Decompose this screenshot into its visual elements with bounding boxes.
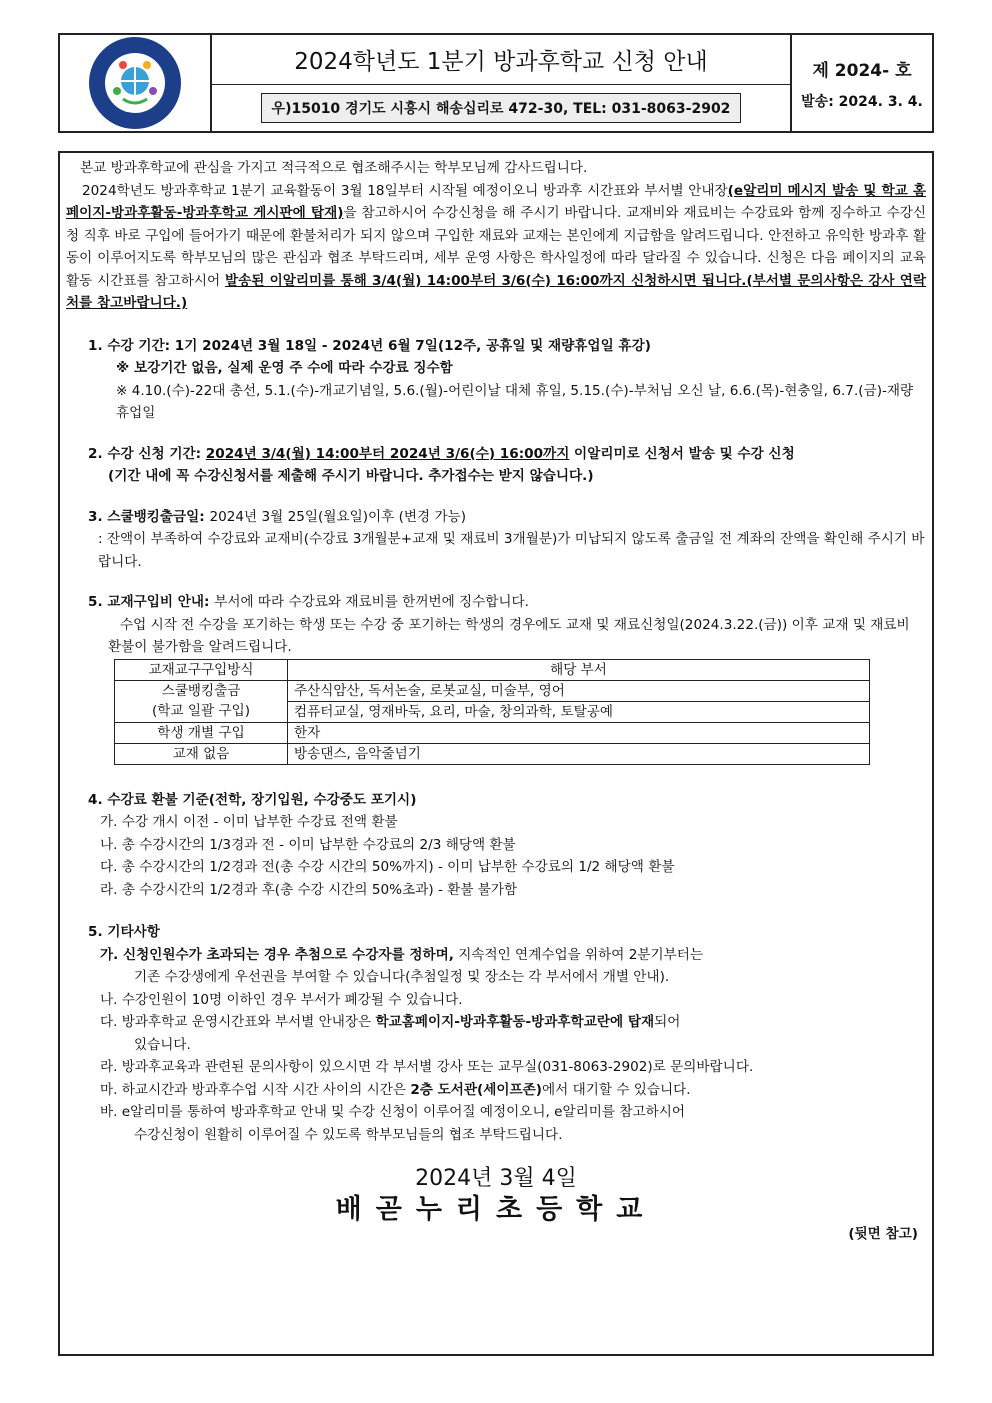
logo-cell (60, 35, 212, 131)
section-3: 3. 스쿨뱅킹출금일: 2024년 3월 25일(월요일)이후 (변경 가능) : 잔액이 부족하여 수강료와 교재비(수강료 3개월분+교재 및 재료비 3개월분)가 미납되지 않도록 출금일 전 계좌의 잔액을 확인해 주시기 바랍니다. (88, 508, 925, 570)
issue-date: 발송: 2024. 3. 4. (801, 93, 923, 110)
page-title: 2024학년도 1분기 방과후학교 신청 안내 (212, 35, 790, 85)
table-row: 교재 없음 방송댄스, 음악줄넘기 (115, 743, 870, 764)
school-name: 배곧누리초등학교 (335, 1193, 657, 1225)
school-address: 우)15010 경기도 시흥시 해송십리로 472-30, TEL: 031-8063-2902 (261, 93, 742, 123)
materials-table (114, 659, 870, 765)
section-1: 1. 수강 기간: 1기 2024년 3월 18일 - 2024년 6월 7일(12주, 공휴일 및 재량휴업일 휴강) ※ 보강기간 없음, 실제 운영 주 수에 따라 수강료 징수함 ※ 4.10.(수)-22대 총선, 5.1.(수)-개교기념일, 5.6.(월)-어린이날 대체 휴일, 5.15.(수)-부처님 오신 날, 6.6.(목)-현충일, 6.7.(금)-재량휴업일 (88, 337, 914, 421)
document-number: 제 2024- 호 (812, 60, 912, 81)
section-5-misc: 5. 기타사항 가. 신청인원수가 초과되는 경우 추첨으로 수강자를 정하며, 지속적인 연계수업을 위하여 2분기부터는 기존 수강생에게 우선권을 부여할 수 있습니다(추첨일정 및 장소는 각 부서에서 개별 안내). 나. 수강인원이 10명 이하인 경우 부서가 폐강될 수 있습니다. 다. 방과후학교 운영시간표와 부서별 안내장은 학교홈페이지-방과후활동-방과후학교란에 탑재되어 있습니다. 라. 방과후교육과 관련된 문의사항이 있으시면 각 부서별 강사 또는 교무실(031-8063-2902)로 문의바랍니다. 마. 하교시간과 방과후수업 시작 시간 사이의 시간은 2층 도서관(세이프존)에서 대기할 수 있습니다. 바. e알리미를 통하여 방과후학교 안내 및 수강 신청이 이루어질 예정이오니, e알리미를 참고하시어 수강신청이 원활히 이루어질 수 있도록 학부모님들의 협조 부탁드립니다. (88, 924, 754, 1143)
title-cell (212, 35, 792, 131)
school-logo-icon (87, 35, 183, 131)
section-5-materials: 5. 교재구입비 안내: 부서에 따라 수강료와 재료비를 한꺼번에 징수합니다. 수업 시작 전 수강을 포기하는 학생 또는 수강 중 포기하는 학생의 경우에도 교재 및 재료신청일(2024.3.22.(금)) 이후 교재 및 재료비 환불이 불가함을 알려드립니다. (88, 594, 910, 655)
intro-line: 본교 방과후학교에 관심을 가지고 적극적으로 협조해주시는 학부모님께 감사드립니다. (80, 160, 588, 176)
table-row: 학생 개별 구입 한자 (115, 722, 870, 743)
section-2: 2. 수강 신청 기간: 2024년 3/4(월) 14:00부터 2024년 3/6(수) 16:00까지 이알리미로 신청서 발송 및 수강 신청 (기간 내에 꼭 수강신청서를 제출해 주시기 바랍니다. 추가접수는 받지 않습니다.) (88, 445, 795, 484)
document-number-cell (792, 35, 932, 131)
intro-paragraph: 2024학년도 방과후학교 1분기 교육활동이 3월 18일부터 시작될 예정이오니 방과후 시간표와 부서별 안내장(e알리미 메시지 발송 및 학교 홈페이지-방과후활동-방과후학교 게시판에 탑재)을 참고하시어 수강신청을 해 주시기 바랍니다. 교재비와 재료비는 수강료와 함께 징수하고 수강신청 직후 바로 구입에 들어가기 때문에 환불처리가 되지 않으며 구입한 재료와 교재는 본인에게 지급함을 알려드립니다. 안전하고 유익한 방과후 활동이 이루어지도록 학부모님의 많은 관심과 협조 부탁드리며, 세부 운영 사항은 학사일정에 따라 달라질 수 있습니다. 신청은 다음 페이지의 교육활동 시간표를 참고하시어 발송된 이알리미를 통해 3/4(월) 14:00부터 3/6(수) 16:00까지 신청하시면 됩니다.(부서별 문의사항은 강사 연락처를 참고바랍니다.) (66, 182, 926, 311)
table-row: 스쿨뱅킹출금 주산식암산, 독서논술, 로봇교실, 미술부, 영어 (115, 680, 870, 701)
section-4: 4. 수강료 환불 기준(전학, 장기입원, 수강중도 포기시) 가. 수강 개시 이전 - 이미 납부한 수강료 전액 환불 나. 총 수강시간의 1/3경과 전 - 이미 납부한 수강료의 2/3 해당액 환불 다. 총 수강시간의 1/2경과 전(총 수강 시간의 50%까지) - 이미 납부한 수강료의 1/2 해당액 환불 라. 총 수강시간의 1/2경과 후(총 수강 시간의 50%초과) - 환불 불가함 (88, 791, 675, 898)
notice-body (58, 151, 934, 1356)
notice-date: 2024년 3월 4일 (415, 1166, 577, 1191)
see-back-note: (뒷면 참고) (848, 1226, 918, 1242)
document-header (58, 33, 934, 133)
table-header-row: 교재교구구입방식 해당 부서 (115, 659, 870, 680)
table-row: (학교 일괄 구입) 컴퓨터교실, 영재바둑, 요리, 마술, 창의과학, 토탈공예 (115, 701, 870, 722)
